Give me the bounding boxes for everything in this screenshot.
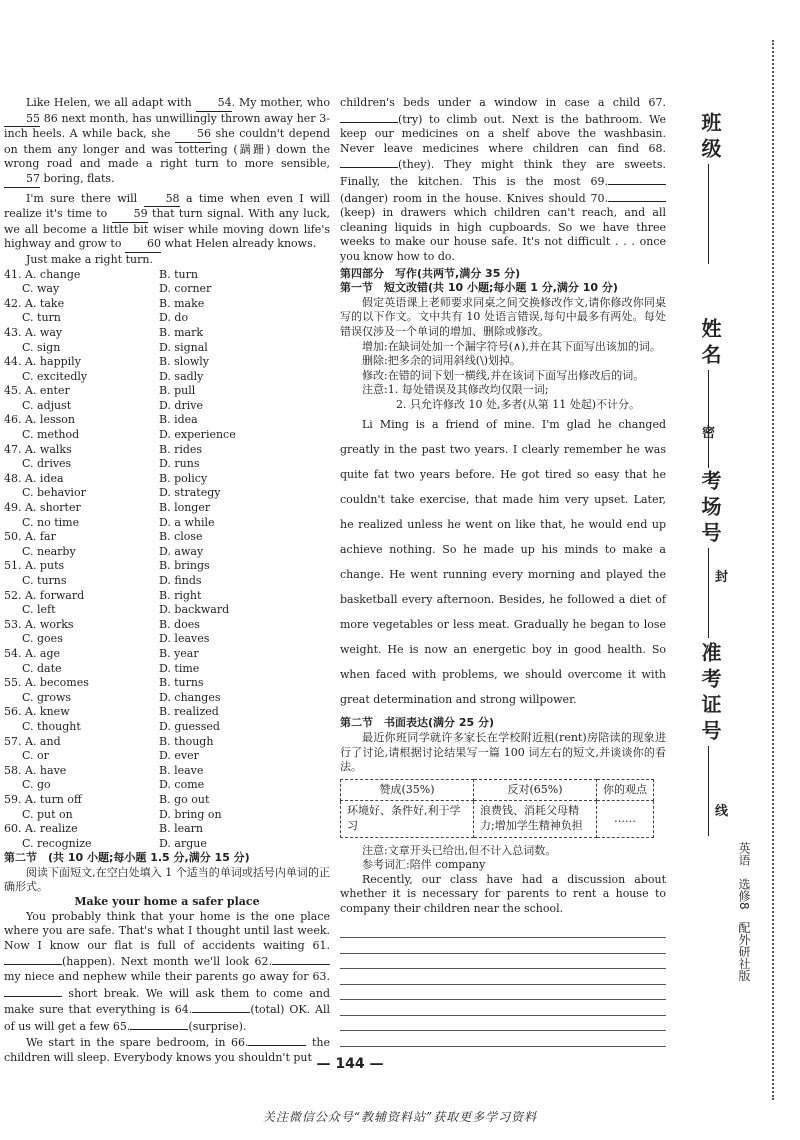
- blank-64[interactable]: [192, 1001, 250, 1013]
- option-b[interactable]: B. policy: [159, 471, 208, 485]
- option-c[interactable]: C. way: [22, 282, 60, 296]
- option-a[interactable]: [4, 822, 159, 837]
- option-a[interactable]: [4, 793, 159, 808]
- question-options: [4, 676, 330, 705]
- question-options: [4, 589, 330, 618]
- option-a[interactable]: [4, 268, 159, 283]
- question-options: [4, 384, 330, 413]
- option-b[interactable]: B. idea: [159, 413, 198, 427]
- option-text: A. realize: [25, 822, 78, 836]
- question-options: [4, 472, 330, 501]
- option-text: A. age: [25, 646, 61, 660]
- option-d[interactable]: D. bring on: [159, 807, 222, 821]
- option-d[interactable]: D. come: [159, 778, 205, 792]
- option-a[interactable]: [4, 559, 159, 574]
- question-options: [4, 793, 330, 822]
- cloze-paragraph-2: I'm sure there will 58 a time when even I will realize it's time to 59 that turn signal. With any luck, we all become a little bit wiser while moving down life's highway and grow to 60 what Helen already knows.: [4, 192, 330, 253]
- question-number: 56.: [4, 705, 22, 719]
- question-options: [4, 413, 330, 442]
- option-a[interactable]: [4, 764, 159, 779]
- dotted-cut-line: [772, 40, 774, 1100]
- correction-add-rule: 增加:在缺词处加一个漏字符号(∧),并在其下面写出该加的词。: [362, 339, 661, 353]
- option-a[interactable]: [4, 413, 159, 428]
- option-c[interactable]: C. sign: [22, 340, 61, 354]
- table-cell-opinion: ……: [597, 801, 654, 837]
- option-b[interactable]: B. realized: [159, 705, 219, 719]
- option-d[interactable]: D. leaves: [159, 632, 210, 646]
- option-b[interactable]: B. brings: [159, 559, 210, 573]
- option-b[interactable]: B. year: [159, 646, 199, 660]
- question-options: [4, 647, 330, 676]
- section2-heading: 第二节 (共 10 小题;每小题 1.5 分,满分 15 分): [4, 851, 250, 865]
- option-c[interactable]: C. grows: [22, 690, 72, 704]
- option-d[interactable]: D. runs: [159, 457, 200, 471]
- option-d[interactable]: D. sadly: [159, 369, 204, 383]
- question-number: 59.: [4, 792, 22, 806]
- options-list: [4, 268, 330, 852]
- part4-section1-heading: 第一节 短文改错(共 10 小题;每小题 1 分,满分 10 分): [340, 281, 618, 295]
- correction-essay-text: Li Ming is a friend of mine. I'm glad he changed greatly in the past two years. I clearly remember he was quite fat two years before. He got tired so easy that he couldn't take exercise, that made him very upset. Later, he realized unless he went on like that, he would end up achieve nothing. So he made up his minds to make a change. He went running every morning and played the basketball every afternoon. Besides, he followed a diet of more vegetables or less meat. Gradually he began to lose weight. He is now an energetic boy in good health. So when faced with problems, we should overcome it with great determination and strong willpower.: [340, 418, 666, 707]
- blank-66[interactable]: [248, 1034, 306, 1046]
- blank-69[interactable]: [608, 173, 666, 185]
- table-cell-support: 环境好、条件好,利于学习: [341, 801, 474, 837]
- table-header-support: 赞成(35%): [341, 779, 474, 801]
- option-a[interactable]: [4, 647, 159, 662]
- option-c[interactable]: C. or: [22, 749, 49, 763]
- option-c[interactable]: C. nearby: [22, 544, 76, 558]
- option-b[interactable]: B. slowly: [159, 355, 210, 369]
- question-number: 48.: [4, 471, 22, 485]
- correction-note-2: 2. 只允许修改 10 处,多者(从第 11 处起)不计分。: [396, 397, 641, 411]
- question-number: 47.: [4, 442, 22, 456]
- question-number: 51.: [4, 559, 22, 573]
- grammar-paragraph-1: You probably think that your home is the one place where you are safe. That's what I thought until last week. Now I know our flat is full of accidents waiting 61.(happen). Next month we'll look 62. my niece and nephew while their parents go away for 63. short break. We will ask them to come and make sure that everything is 64. (total) OK. All of us will get a few 65. (surprise).: [4, 909, 331, 1033]
- left-column: [4, 96, 330, 1066]
- option-d[interactable]: D. signal: [159, 340, 208, 354]
- question-options: [4, 501, 330, 530]
- part4-heading: 第四部分 写作(共两节,满分 35 分): [340, 266, 521, 280]
- option-text: A. becomes: [25, 676, 89, 690]
- blank-55: 55: [4, 112, 40, 128]
- option-c[interactable]: C. turns: [22, 574, 67, 587]
- cloze-paragraph-3: Just make a right turn.: [26, 252, 153, 266]
- question-number: 49.: [4, 501, 22, 515]
- option-text: A. knew: [25, 705, 70, 719]
- option-b[interactable]: B. does: [159, 617, 200, 631]
- option-d[interactable]: D. finds: [159, 574, 202, 587]
- option-a[interactable]: [4, 326, 159, 341]
- option-c[interactable]: C. excitedly: [22, 369, 88, 383]
- option-d[interactable]: D. ever: [159, 749, 199, 763]
- option-d[interactable]: D. strategy: [159, 486, 221, 500]
- blank-56: 56: [175, 127, 211, 143]
- question-options: [4, 326, 330, 355]
- option-text: A. take: [25, 296, 65, 310]
- field-exam-room[interactable]: [696, 470, 732, 638]
- question-number: 52.: [4, 588, 22, 602]
- blank-65[interactable]: [130, 1018, 188, 1030]
- option-c[interactable]: C. behavior: [22, 486, 86, 500]
- correction-modify-rule: 修改:在错的词下划一横线,并在该词下面写出修改后的词。: [362, 368, 645, 382]
- field-ticket-number-line: [708, 746, 709, 836]
- blank-54: 54: [196, 96, 232, 112]
- blank-63[interactable]: [4, 985, 62, 997]
- option-text: A. happily: [25, 355, 81, 369]
- question-options: [4, 559, 330, 588]
- option-d[interactable]: D. corner: [159, 282, 212, 296]
- option-a[interactable]: [4, 443, 159, 458]
- option-a[interactable]: [4, 618, 159, 633]
- option-c[interactable]: C. go: [22, 778, 51, 792]
- option-a[interactable]: [4, 297, 159, 312]
- question-number: 57.: [4, 734, 22, 748]
- option-text: A. have: [25, 763, 67, 777]
- option-c[interactable]: C. left: [22, 603, 56, 617]
- option-d[interactable]: D. do: [159, 311, 189, 325]
- option-d[interactable]: D. changes: [159, 690, 221, 704]
- option-b[interactable]: B. right: [159, 588, 202, 602]
- field-class[interactable]: [696, 112, 732, 264]
- option-c[interactable]: C. put on: [22, 807, 73, 821]
- writing-intro: 最近你班同学就许多家长在学校附近租(rent)房陪读的现象进行了讨论,请根据讨论结果写一篇 100 词左右的短文,并谈谈你的看法。: [340, 731, 666, 774]
- question-options: [4, 705, 330, 734]
- option-c[interactable]: C. date: [22, 661, 62, 675]
- option-c[interactable]: C. no time: [22, 515, 80, 529]
- blank-61[interactable]: [4, 953, 62, 965]
- blank-60: 60: [125, 237, 161, 253]
- option-d[interactable]: D. drive: [159, 398, 203, 412]
- section2-title: Make your home a safer place: [74, 895, 260, 909]
- opinion-table: [340, 779, 654, 838]
- correction-essay: [340, 412, 666, 712]
- field-class-label: 班级: [698, 112, 722, 164]
- option-b[interactable]: B. leave: [159, 763, 204, 777]
- option-d[interactable]: D. a while: [159, 515, 215, 529]
- option-text: A. way: [25, 325, 63, 339]
- spine-label: 英语 选修8 配外研社版: [737, 842, 751, 982]
- question-number: 54.: [4, 646, 22, 660]
- option-text: A. shorter: [25, 501, 81, 515]
- page-number: — 144 —: [316, 1056, 384, 1072]
- option-b[interactable]: B. pull: [159, 384, 196, 398]
- question-number: 55.: [4, 676, 22, 690]
- writing-note: 注意:文章开头已给出,但不计入总词数。: [362, 843, 557, 857]
- question-number: 42.: [4, 296, 22, 310]
- field-name[interactable]: [696, 318, 732, 468]
- question-options: [4, 735, 330, 764]
- question-options: [4, 530, 330, 559]
- question-options: [4, 297, 330, 326]
- option-text: A. lesson: [25, 413, 75, 427]
- option-a[interactable]: [4, 501, 159, 516]
- option-a[interactable]: [4, 676, 159, 691]
- section2-instruction: 阅读下面短文,在空白处填入 1 个适当的单词或括号内单词的正确形式。: [4, 865, 330, 894]
- blank-57: 57: [4, 172, 40, 188]
- question-number: 50.: [4, 530, 22, 544]
- middle-column: [340, 96, 666, 1047]
- option-text: A. far: [25, 530, 56, 544]
- question-number: 46.: [4, 413, 22, 427]
- correction-intro: 假定英语课上老师要求同桌之间交换修改作文,请你修改你同桌写的以下作文。文中共有 10 处语言错误,每句中最多有两处。每处错误仅涉及一个单词的增加、删除或修改。: [340, 295, 666, 338]
- blank-59: 59: [112, 207, 148, 223]
- field-exam-room-line: [708, 548, 709, 638]
- correction-delete-rule: 删除:把多余的词用斜线(\)划掉。: [362, 354, 521, 368]
- table-header-opinion: 你的观点: [597, 779, 654, 801]
- question-number: 44.: [4, 355, 22, 369]
- seal-xian: 线: [715, 804, 729, 819]
- option-d[interactable]: D. backward: [159, 603, 230, 617]
- option-a[interactable]: [4, 735, 159, 750]
- option-b[interactable]: B. mark: [159, 325, 203, 339]
- question-number: 58.: [4, 763, 22, 777]
- option-d[interactable]: D. experience: [159, 428, 236, 442]
- option-text: A. walks: [25, 442, 72, 456]
- option-b[interactable]: B. learn: [159, 822, 204, 836]
- option-text: A. works: [25, 617, 74, 631]
- option-b[interactable]: B. make: [159, 296, 205, 310]
- option-b[interactable]: B. longer: [159, 501, 211, 515]
- option-a[interactable]: [4, 384, 159, 399]
- field-class-line: [708, 164, 709, 264]
- question-number: 53.: [4, 617, 22, 631]
- question-options: [4, 268, 330, 297]
- option-a[interactable]: [4, 355, 159, 370]
- question-options: [4, 822, 330, 851]
- blank-62[interactable]: [272, 953, 330, 965]
- blank-67[interactable]: [340, 111, 398, 123]
- field-name-line: [708, 370, 709, 468]
- writing-opening: Recently, our class have had a discussion about whether it is necessary for parents to rent a house to company their children near the school.: [340, 872, 666, 915]
- option-text: A. puts: [25, 559, 65, 573]
- writing-vocab: 参考词汇:陪伴 company: [362, 858, 486, 872]
- field-ticket-number-label: 准考证号: [698, 642, 722, 746]
- option-text: A. forward: [25, 588, 85, 602]
- question-options: [4, 443, 330, 472]
- option-c[interactable]: C. method: [22, 428, 80, 442]
- option-text: A. idea: [25, 471, 64, 485]
- option-b[interactable]: B. go out: [159, 792, 210, 806]
- option-a[interactable]: [4, 705, 159, 720]
- cloze-paragraph-1: Like Helen, we all adapt with 54. My mother, who 55 86 next month, has unwillingly thrown away her 3-inch heels. A while back, she 56 she couldn't depend on them any longer and was tottering (蹒跚) down the wrong road and made a right turn to more sensible, 57 boring, flats.: [4, 96, 330, 188]
- question-number: 43.: [4, 325, 22, 339]
- question-number: 41.: [4, 267, 22, 281]
- option-c[interactable]: C. thought: [22, 719, 81, 733]
- correction-note-1: 注意:1. 每处错误及其修改均仅限一词;: [362, 383, 549, 397]
- footer-note: 关注微信公众号“教辅资料站”获取更多学习资料: [262, 1110, 538, 1124]
- option-a[interactable]: [4, 530, 159, 545]
- blank-70[interactable]: [608, 190, 666, 202]
- option-b[interactable]: B. close: [159, 530, 203, 544]
- option-d[interactable]: D. away: [159, 544, 204, 558]
- option-text: A. enter: [25, 384, 70, 398]
- option-c[interactable]: C. turn: [22, 311, 61, 325]
- option-c[interactable]: C. adjust: [22, 398, 72, 412]
- option-text: A. change: [25, 267, 81, 281]
- question-number: 45.: [4, 384, 22, 398]
- grammar-paragraph-2: We start in the spare bedroom, in 66. the children will sleep. Everybody knows you shouldn't put: [4, 1036, 330, 1064]
- writing-lines[interactable]: [340, 923, 666, 1047]
- field-exam-room-label: 考场号: [698, 470, 722, 548]
- option-c[interactable]: C. drives: [22, 457, 72, 471]
- blank-58: 58: [144, 192, 180, 208]
- seal-mi: 密: [702, 426, 716, 441]
- option-d[interactable]: D. argue: [159, 836, 207, 850]
- option-text: A. turn off: [25, 792, 82, 806]
- option-b[interactable]: B. rides: [159, 442, 203, 456]
- option-text: A. and: [25, 734, 61, 748]
- option-b[interactable]: B. turns: [159, 676, 204, 690]
- option-c[interactable]: C. goes: [22, 632, 63, 646]
- option-d[interactable]: D. guessed: [159, 719, 220, 733]
- seal-feng: 封: [715, 570, 729, 585]
- option-c[interactable]: C. recognize: [22, 836, 92, 850]
- question-options: [4, 355, 330, 384]
- option-d[interactable]: D. time: [159, 661, 200, 675]
- option-a[interactable]: [4, 589, 159, 604]
- option-a[interactable]: [4, 472, 159, 487]
- question-number: 60.: [4, 822, 22, 836]
- option-b[interactable]: B. though: [159, 734, 214, 748]
- table-header-oppose: 反对(65%): [474, 779, 597, 801]
- question-options: [4, 618, 330, 647]
- table-cell-oppose: 浪费钱、消耗父母精力;增加学生精神负担: [474, 801, 597, 837]
- blank-68[interactable]: [340, 156, 398, 168]
- grammar-paragraph-3: children's beds under a window in case a child 67.(try) to climb out. Next is the bathroom. We keep our medicines on a shelf above the washbasin. Never leave medicines where children can find 68.(they). They might think they are sweets. Finally, the kitchen. This is the most 69.(danger) room in the house. Knives should 70.(keep) in drawers which children can't reach, and all cleaning liquids in high cupboards. So we have three weeks to make our house safe. It's not difficult . . . once you know how to do.: [340, 96, 666, 263]
- question-options: [4, 764, 330, 793]
- option-b[interactable]: B. turn: [159, 267, 198, 281]
- part4-section2-heading: 第二节 书面表达(满分 25 分): [340, 716, 495, 730]
- field-name-label: 姓名: [698, 318, 722, 370]
